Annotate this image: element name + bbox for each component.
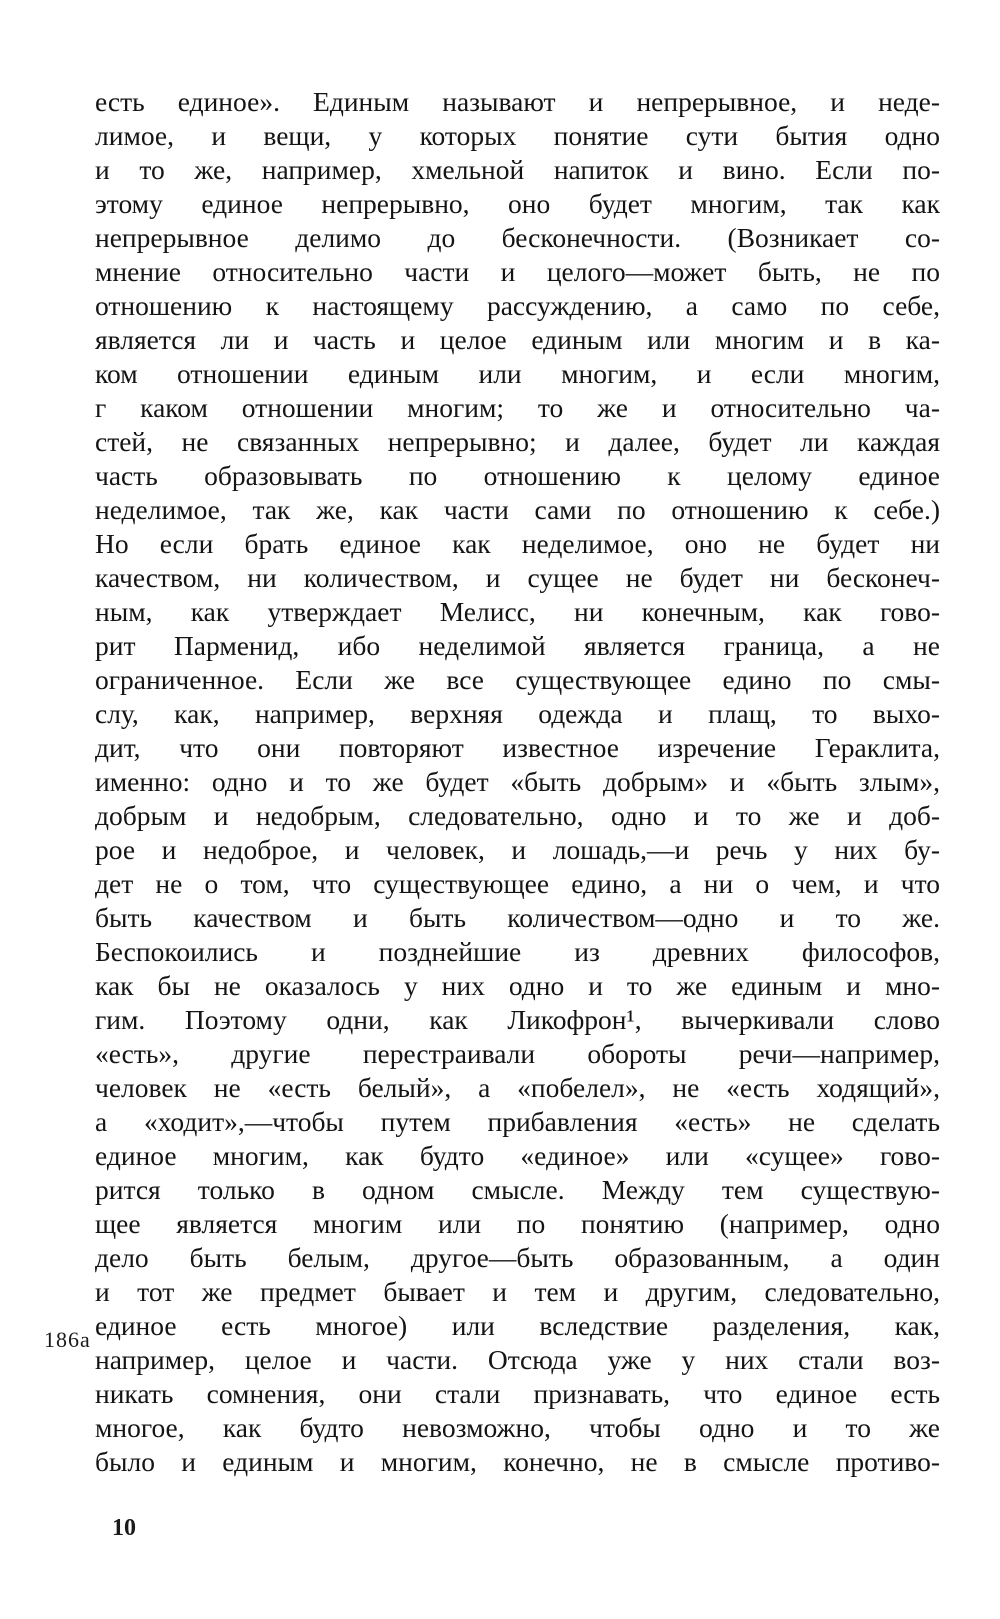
text-line: рится только в одном смысле. Между тем существую-	[95, 1174, 940, 1205]
text-line: есть единое». Единым называют и непрерывное, и неде-	[95, 86, 940, 117]
text-line: мнение относительно части и целого—может быть, не по	[95, 256, 940, 287]
text-line: г каком отношении многим; то же и относительно ча-	[95, 392, 940, 423]
text-line: а «ходит»,—чтобы путем прибавления «есть» не сделать	[95, 1106, 940, 1137]
text-line: непрерывное делимо до бесконечности. (Возникает со-	[95, 222, 940, 253]
body-text	[95, 85, 940, 1479]
text-line: быть качеством и быть количеством—одно и то же.	[95, 902, 940, 933]
text-line: человек не «есть белый», а «побелел», не «есть ходящий»,	[95, 1072, 940, 1103]
text-line: лимое, и вещи, у которых понятие сути бытия одно	[95, 120, 940, 151]
text-line: слу, как, например, верхняя одежда и плащ, то выхо-	[95, 698, 940, 729]
text-line: дело быть белым, другое—быть образованным, а один	[95, 1242, 940, 1273]
text-line: щее является многим или по понятию (например, одно	[95, 1208, 940, 1239]
text-line: является ли и часть и целое единым или многим и в ка-	[95, 324, 940, 355]
text-line: было и единым и многим, конечно, не в смысле противо-	[95, 1446, 940, 1477]
text-line: никать сомнения, они стали признавать, что единое есть	[95, 1378, 940, 1409]
text-line: Но если брать единое как неделимое, оно не будет ни	[95, 528, 940, 559]
text-line: и то же, например, хмельной напиток и вино. Если по-	[95, 154, 940, 185]
text-line: часть образовывать по отношению к целому единое	[95, 460, 940, 491]
text-line: «есть», другие перестраивали обороты речи—например,	[95, 1038, 940, 1069]
text-line: и тот же предмет бывает и тем и другим, следовательно,	[95, 1276, 940, 1307]
text-line: качеством, ни количеством, и сущее не будет ни бесконеч-	[95, 562, 940, 593]
text-line: единое есть многое) или вследствие разделения, как,	[95, 1310, 940, 1341]
margin-reference: 186a	[44, 1327, 91, 1352]
text-line: рит Парменид, ибо неделимой является граница, а не	[95, 630, 940, 661]
text-line: неделимое, так же, как части сами по отношению к себе.)	[95, 494, 940, 525]
text-line: Беспокоились и позднейшие из древних философов,	[95, 936, 940, 967]
text-line: например, целое и части. Отсюда уже у них стали воз-	[95, 1344, 940, 1375]
text-line: дет не о том, что существующее едино, а ни о чем, и что	[95, 868, 940, 899]
page-number: 10	[112, 1515, 136, 1541]
text-line: единое многим, как будто «единое» или «сущее» гово-	[95, 1140, 940, 1171]
text-line: многое, как будто невозможно, чтобы одно и то же	[95, 1412, 940, 1443]
text-line: именно: одно и то же будет «быть добрым» и «быть злым»,	[95, 766, 940, 797]
text-line: гим. Поэтому одни, как Ликофрон¹, вычеркивали слово	[95, 1004, 940, 1035]
text-line: как бы не оказалось у них одно и то же единым и мно-	[95, 970, 940, 1001]
text-line: рое и недоброе, и человек, и лошадь,—и речь у них бу-	[95, 834, 940, 865]
text-line: ограниченное. Если же все существующее едино по смы-	[95, 664, 940, 695]
text-line: ным, как утверждает Мелисс, ни конечным, как гово-	[95, 596, 940, 627]
text-line: этому единое непрерывно, оно будет многим, так как	[95, 188, 940, 219]
text-line: дит, что они повторяют известное изречение Гераклита,	[95, 732, 940, 763]
text-line: стей, не связанных непрерывно; и далее, будет ли каждая	[95, 426, 940, 457]
text-line: добрым и недобрым, следовательно, одно и то же и доб-	[95, 800, 940, 831]
text-line: отношению к настоящему рассуждению, а само по себе,	[95, 290, 940, 321]
text-line: ком отношении единым или многим, и если многим,	[95, 358, 940, 389]
